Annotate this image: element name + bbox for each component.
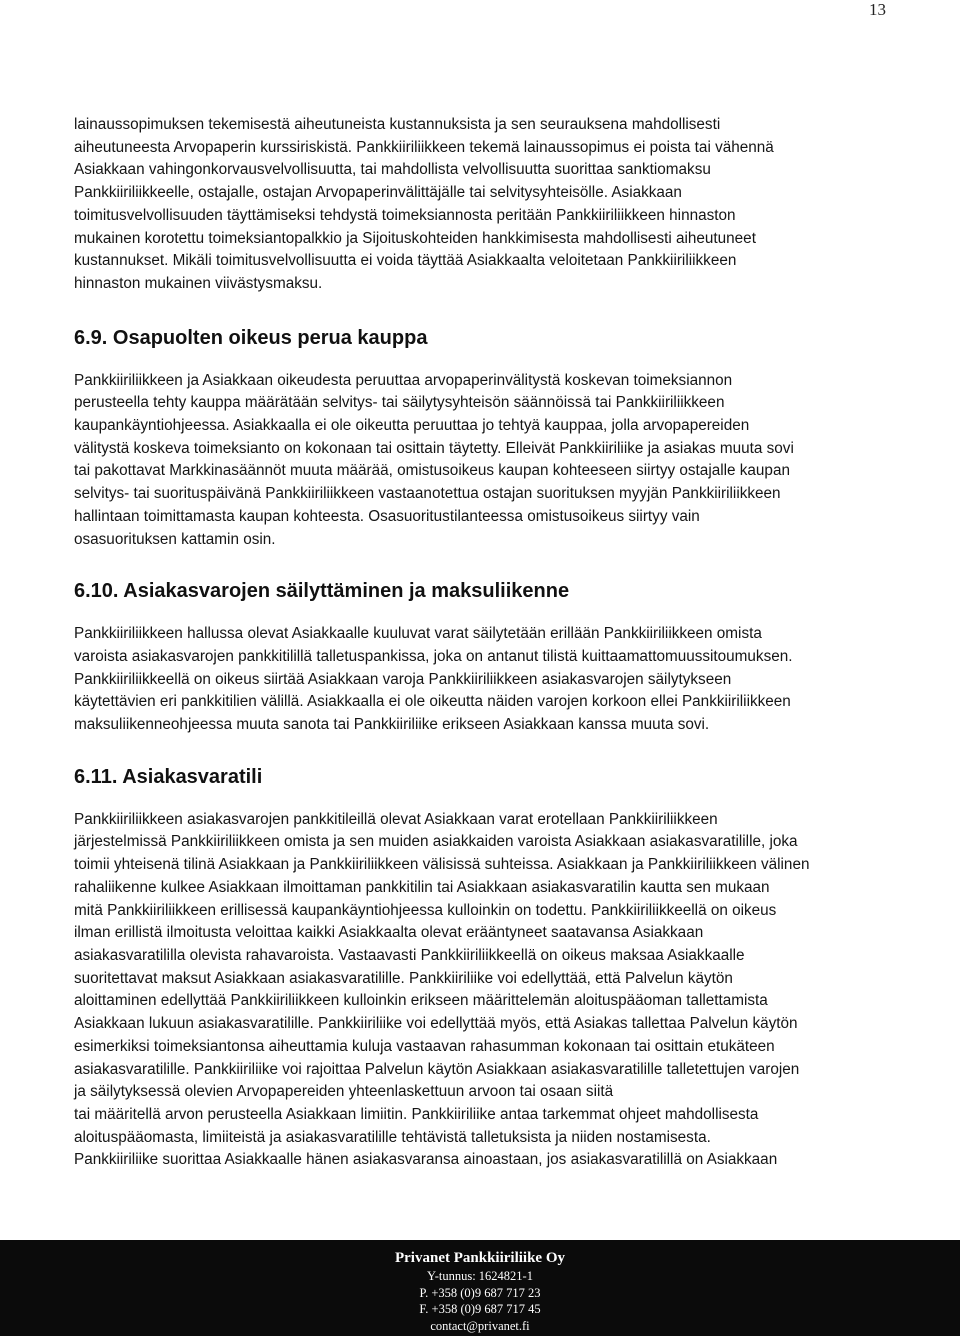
paragraph-line: perusteella tehty kauppa määrätään selvitys- tai säilytysyhteisön säännöissä tai Pankkiiriliikkeen	[74, 394, 725, 412]
section-heading-6-9: 6.9. Osapuolten oikeus perua kauppa	[74, 326, 428, 349]
footer-fax: F. +358 (0)9 687 717 45	[419, 1302, 541, 1316]
paragraph-line: välitystä koskeva toimeksianto on kokonaan tai osittain täytetty. Elleivät Pankkiiriliike ja asiakas muuta sovi	[74, 439, 794, 457]
section-6-10-paragraph	[74, 623, 890, 737]
footer-phone: P. +358 (0)9 687 717 23	[419, 1285, 541, 1300]
paragraph-line: Asiakkaan vahingonkorvausvelvollisuutta, tai mahdollista velvollisuutta suorittaa sanktiomaksu	[74, 161, 711, 179]
page-footer	[0, 1240, 960, 1336]
paragraph-line: varoista asiakasvarojen pankkitilillä talletuspankissa, joka on antanut tilistä kuittaamattomuussitoumuksen.	[74, 647, 793, 665]
paragraph-line: mukainen korotettu toimeksiantopalkkio ja Sijoituskohteiden hankkimisesta mahdollisesti aiheutuneet	[74, 229, 756, 247]
section-6-9-paragraph	[74, 370, 890, 552]
paragraph-line: selvitys- tai suorituspäivänä Pankkiiriliikkeen vastaanotettua ostajan suorituksen myyjän Pankkiiriliikkeen	[74, 485, 781, 503]
footer-company-name: Privanet Pankkiiriliike Oy	[394, 1250, 565, 1266]
paragraph-line: aloittaminen edellyttää Pankkiiriliikkeen kulloinkin erikseen määrittelemän aloituspääoman tallettamista	[74, 992, 768, 1010]
paragraph-line: Asiakkaan lukuun asiakasvaratilille. Pankkiiriliike voi edellyttää myös, että Asiakas tallettaa Palvelun käytön	[74, 1015, 798, 1033]
paragraph-line: toimii yhteisenä tilinä Asiakkaan ja Pankkiiriliikkeen välisissä suhteissa. Asiakkaan ja Pankkiiriliikkeen välinen	[74, 856, 810, 874]
intro-paragraph	[74, 114, 890, 296]
paragraph-line: rahaliikenne kulkee Asiakkaan ilmoittaman pankkitilin tai Asiakkaan asiakasvaratilin kautta sen mukaan	[74, 878, 770, 896]
paragraph-line: ilman erillistä ilmoitusta veloittaa kaikki Asiakkaalta olevat erääntyneet saatavansa Asiakkaan	[74, 924, 704, 942]
paragraph-line: käytettävien eri pankkitilien välillä. Asiakkaalla ei ole oikeutta näiden varojen korkoon ellei Pankkiiriliikkeen	[74, 693, 791, 711]
paragraph-line: hinnaston mukainen viivästysmaksu.	[74, 274, 323, 292]
paragraph-line: asiakasvaratililla olevista rahavaroista. Vastaavasti Pankkiiriliikkeellä on oikeus maksaa Asiakkaalle	[74, 946, 745, 964]
paragraph-line: maksuliikenneohjeessa muuta sanota tai Pankkiiriliike erikseen Asiakkaan kanssa muuta sovi.	[74, 716, 710, 734]
paragraph-line: järjestelmissä Pankkiiriliikkeen omista ja sen muiden asiakkaiden varoista Asiakkaan asiakasvaratilille, joka	[74, 833, 798, 851]
paragraph-line: hallintaan toimittamasta kaupan kohteesta. Osasuoritustilanteessa omistusoikeus siirtyy vain	[74, 507, 700, 525]
paragraph-line: esimerkiksi toimeksiantonsa aiheuttamia kuluja vastaavan rahasumman kokonaan tai osittain etukäteen	[74, 1037, 775, 1055]
paragraph-line: Pankkiiriliikkeelle, ostajalle, ostajan Arvopaperinvälittäjälle tai selvitysyhteisölle. Asiakkaan	[74, 184, 682, 202]
section-heading-6-11: 6.11. Asiakasvaratili	[74, 765, 263, 788]
paragraph-line: asiakasvaratilille. Pankkiiriliike voi rajoittaa Palvelun käytön Asiakkaan asiakasvaratilille talletettujen varojen	[74, 1060, 800, 1078]
paragraph-line: Pankkiiriliikkeen ja Asiakkaan oikeudesta peruuttaa arvopaperinvälitystä koskevan toimeksiannon	[74, 371, 733, 389]
paragraph-line: osasuorituksen kattamin osin.	[74, 530, 276, 548]
section-6-11-paragraph	[74, 809, 890, 1172]
paragraph-line: mitä Pankkiiriliikkeen erillisessä kaupankäyntiohjeessa kulloinkin on todettu. Pankkiiriliikkeellä on oikeus	[74, 901, 777, 919]
paragraph-line: Pankkiiriliikkeellä on oikeus siirtää Asiakkaan varoja Pankkiiriliikkeen asiakasvarojen säilytykseen	[74, 670, 732, 688]
paragraph-line: ja säilytyksessä olevien Arvopapereiden yhteenlaskettuun arvoon tai osaan siitä	[74, 1083, 614, 1101]
document-body	[74, 114, 890, 1172]
paragraph-line: Pankkiiriliikkeen asiakasvarojen pankkitileillä olevat Asiakkaan varat erotellaan Pankkiiriliikkeen	[74, 810, 718, 828]
paragraph-line: tai pakottavat Markkinasäännöt muuta määrää, omistusoikeus kaupan kohteeseen siirtyy ostajalle kaupan	[74, 462, 790, 480]
paragraph-line: toimitusvelvollisuuden täyttämiseksi tehdystä toimeksiannosta peritään Pankkiiriliikkeen hinnaston	[74, 206, 736, 224]
paragraph-line: suoritettavat maksut Asiakkaan asiakasvaratilille. Pankkiiriliike voi edellyttää, että Palvelun käytön	[74, 969, 733, 987]
paragraph-line: Pankkiiriliikkeen hallussa olevat Asiakkaalle kuuluvat varat säilytetään erillään Pankkiiriliikkeen omista	[74, 625, 762, 643]
paragraph-line: aloituspääomasta, limiiteistä ja asiakasvaratilille tehtävistä talletuksista ja niiden nostamisesta.	[74, 1128, 711, 1146]
footer-business-id: Y-tunnus: 1624821-1	[427, 1269, 533, 1283]
page-number: 13	[869, 0, 886, 19]
paragraph-line: tai määritellä arvon perusteella Asiakkaan limiitin. Pankkiiriliike antaa tarkemmat ohjeet mahdollisesta	[74, 1105, 759, 1123]
paragraph-line: Pankkiiriliike suorittaa Asiakkaalle hänen asiakasvaransa ainoastaan, jos asiakasvaratilillä on Asiakkaan	[74, 1151, 778, 1169]
footer-email: contact@privanet.fi	[430, 1318, 530, 1333]
paragraph-line: kaupankäyntiohjeessa. Asiakkaalla ei ole oikeutta peruuttaa jo tehtyä kauppaa, jolla arvopapereiden	[74, 417, 750, 435]
paragraph-line: lainaussopimuksen tekemisestä aiheutuneista kustannuksista ja sen seurauksena mahdollisesti	[74, 116, 721, 133]
paragraph-line: kustannukset. Mikäli toimitusvelvollisuutta ei voida täyttää Asiakkaalta veloitetaan Pankkiiriliikkeen	[74, 252, 737, 270]
paragraph-line: aiheutuneesta Arvopaperin kurssiriskistä. Pankkiiriliikkeen tekemä lainaussopimus ei poista tai vähennä	[74, 138, 774, 156]
section-heading-6-10: 6.10. Asiakasvarojen säilyttäminen ja maksuliikenne	[74, 580, 570, 603]
